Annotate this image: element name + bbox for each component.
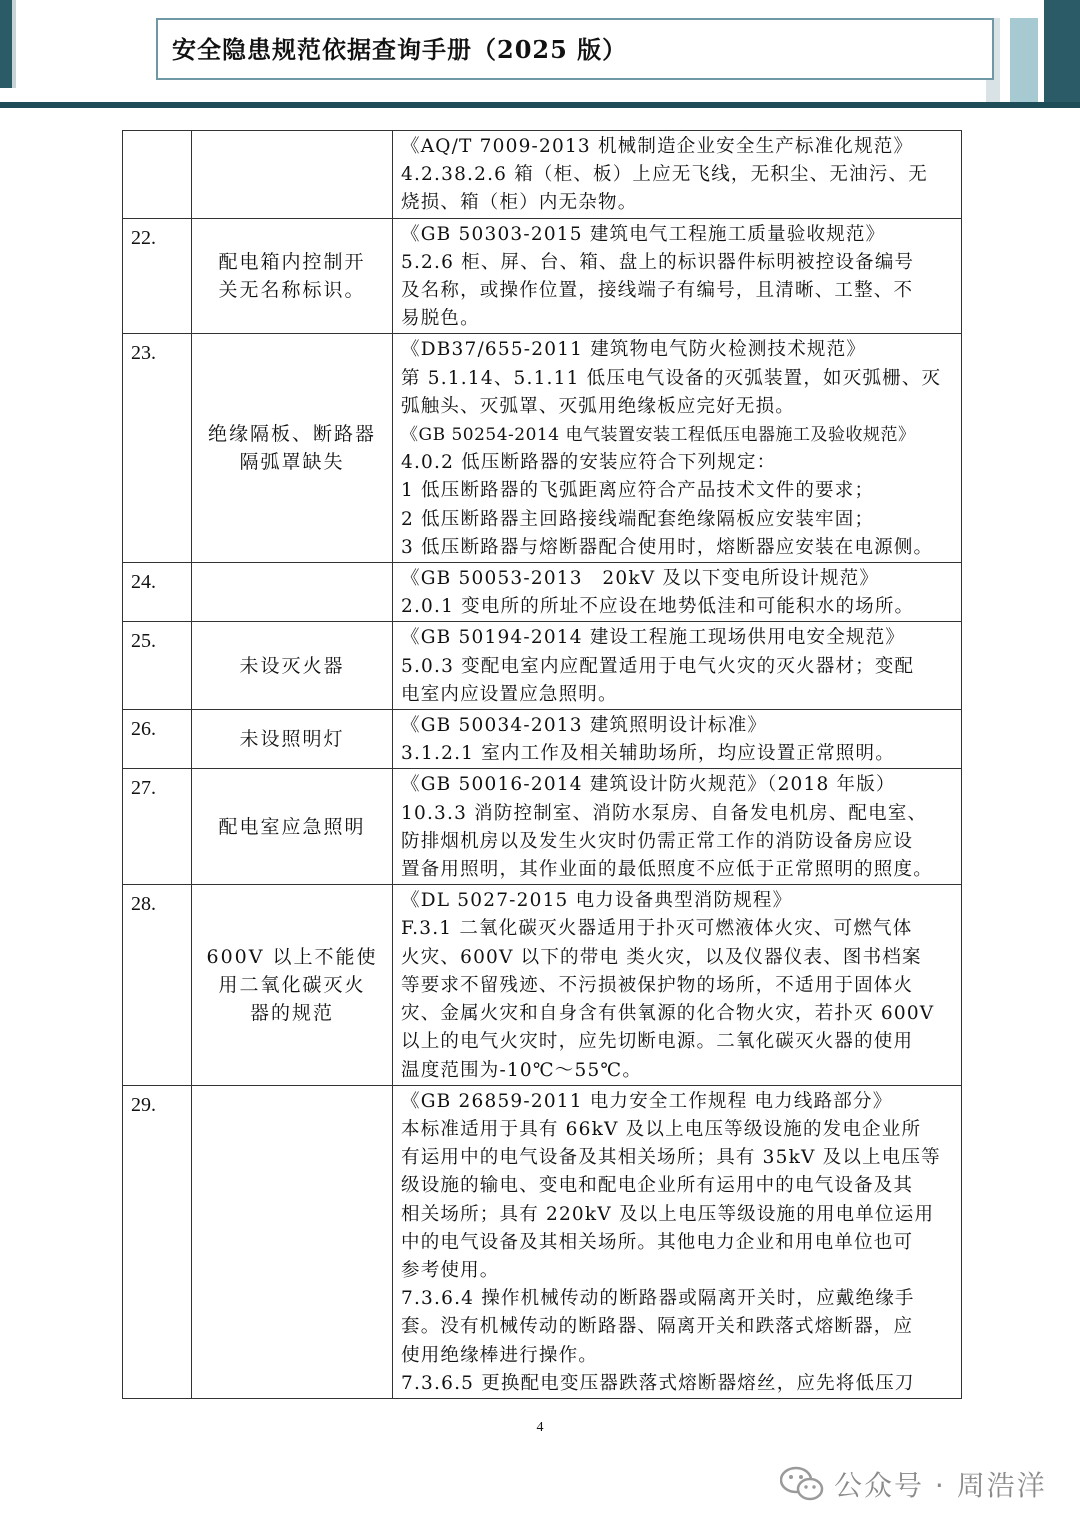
- regulation-line: 2 低压断路器主回路接线端配套绝缘隔板应安装牢固；: [401, 508, 875, 530]
- regulation-line: 7.3.6.5 更换配电变压器跌落式熔断器熔丝，应先将低压刀: [401, 1372, 915, 1394]
- regulation-line: 置备用照明，其作业面的最低照度不应低于正常照明的照度。: [401, 859, 933, 881]
- regulation-line: 电室内应设置应急照明。: [401, 683, 618, 705]
- hazard-description: [192, 622, 393, 710]
- regulation-basis: [393, 885, 962, 1085]
- watermark: [780, 1462, 1047, 1506]
- regulation-basis: [393, 334, 962, 563]
- hazard-description: [192, 131, 393, 219]
- table-row: [123, 563, 962, 622]
- hazard-description: [192, 710, 393, 769]
- regulation-line: 《AQ/T 7009-2013 机械制造企业安全生产标准化规范》: [401, 136, 914, 157]
- regulation-line: 温度范围为-10℃～55℃。: [401, 1059, 643, 1081]
- regulation-line: F.3.1 二氧化碳灭火器适用于扑灭可燃液体火灾、可燃气体: [401, 918, 913, 940]
- hazard-description: [192, 769, 393, 885]
- row-number: 29.: [123, 1085, 192, 1398]
- regulation-line: 3.1.2.1 室内工作及相关辅助场所，均应设置正常照明。: [401, 743, 895, 765]
- regulation-line: 3 低压断路器与熔断器配合使用时，熔断器应安装在电源侧。: [401, 536, 934, 558]
- regulation-line: 《GB 26859-2011 电力安全工作规程 电力线路部分》: [401, 1090, 893, 1112]
- regulation-line: 《GB 50194-2014 建设工程施工现场供用电安全规范》: [401, 627, 906, 649]
- hazard-line: 绝缘隔板、断路器: [207, 423, 376, 446]
- regulation-line: 易脱色。: [401, 308, 480, 330]
- table-row: [123, 769, 962, 885]
- hazard-line: 器的规范: [249, 1001, 334, 1024]
- regulation-line: 4.0.2 低压断路器的安装应符合下列规定：: [401, 452, 777, 474]
- header-deco-stripe: [1010, 18, 1038, 104]
- regulation-line: 《DL 5027-2015 电力设备典型消防规程》: [401, 890, 793, 912]
- hazard-line: 600V 以上不能使: [206, 945, 378, 968]
- regulation-line: 2.0.1 变电所的所址不应设在地势低洼和可能积水的场所。: [401, 596, 915, 618]
- table-row: [123, 334, 962, 563]
- regulation-line: 弧触头、灭弧罩、灭弧用绝缘板应完好无损。: [401, 395, 796, 417]
- regulation-line: 《GB 50053-2013 20kV 及以下变电所设计规范》: [401, 568, 880, 590]
- hazard-line: 未设照明灯: [239, 728, 345, 751]
- table-row: [123, 218, 962, 334]
- page-number: 4: [536, 1420, 544, 1435]
- regulation-line: 以上的电气火灾时，应先切断电源。二氧化碳灭火器的使用: [401, 1031, 914, 1053]
- hazard-description: [192, 563, 393, 622]
- regulation-line: 及名称，或操作位置，接线端子有编号，且清晰、工整、不: [401, 280, 914, 302]
- table-row: [123, 622, 962, 710]
- hazard-line: 配电室应急照明: [218, 815, 366, 838]
- regulation-line: 1 低压断路器的飞弧距离应符合产品技术文件的要求；: [401, 480, 875, 502]
- regulation-line: 《GB 50034-2013 建筑照明设计标准》: [401, 715, 768, 737]
- hazard-description: [192, 885, 393, 1085]
- regulation-line: 5.0.3 变配电室内应配置适用于电气火灾的灭火器材；变配: [401, 655, 915, 677]
- hazard-line: 关无名称标识。: [218, 279, 366, 302]
- row-number: 25.: [123, 622, 192, 710]
- regulation-line: 《DB37/655-2011 建筑物电气防火检测技术规范》: [401, 339, 867, 361]
- hazard-description: [192, 218, 393, 334]
- regulation-line: 5.2.6 柜、屏、台、箱、盘上的标识器件标明被控设备编号: [401, 251, 915, 273]
- regulation-line: 《GB 50303-2015 建筑电气工程施工质量验收规范》: [401, 223, 886, 245]
- table-row: [123, 1085, 962, 1398]
- table-row: [123, 131, 962, 219]
- header-rule: [0, 102, 1080, 108]
- page-title: 安全隐患规范依据查询手册（2025 版）: [172, 35, 628, 64]
- regulation-basis: [393, 218, 962, 334]
- hazard-line: 隔弧罩缺失: [239, 451, 345, 474]
- hazard-description: [192, 1085, 393, 1398]
- hazard-line: 用二氧化碳灭火: [218, 973, 366, 996]
- table-row: [123, 885, 962, 1085]
- regulation-line: 7.3.6.4 操作机械传动的断路器或隔离开关时，应戴绝缘手: [401, 1288, 915, 1310]
- regulation-basis: [393, 1085, 962, 1398]
- hazard-line: 配电箱内控制开: [218, 251, 366, 274]
- regulation-line: 本标准适用于具有 66kV 及以上电压等级设施的发电企业所: [401, 1118, 922, 1140]
- row-number: 27.: [123, 769, 192, 885]
- regulation-line: 有运用中的电气设备及其相关场所；具有 35kV 及以上电压等: [401, 1147, 941, 1169]
- regulation-line: 《GB 50016-2014 建筑设计防火规范》（2018 年版）: [401, 774, 896, 796]
- header-title-box: [156, 18, 994, 80]
- regulation-line: 使用绝缘棒进行操作。: [401, 1344, 599, 1366]
- regulation-line: 级设施的输电、变电和配电企业所有运用中的电气设备及其: [401, 1175, 914, 1197]
- header-left-stripe: [12, 0, 16, 88]
- regulation-line: 中的电气设备及其相关场所。其他电力企业和用电单位也可: [401, 1231, 914, 1253]
- row-number: 28.: [123, 885, 192, 1085]
- regulation-line: 烧损、箱（柜）内无杂物。: [401, 192, 638, 214]
- row-number: 23.: [123, 334, 192, 563]
- hazard-line: 未设灭火器: [239, 654, 345, 677]
- wechat-icon: [780, 1465, 824, 1503]
- regulation-table: [122, 130, 962, 1399]
- regulation-line: 灾、金属火灾和自身含有供氧源的化合物火灾，若扑灭 600V: [401, 1003, 935, 1025]
- watermark-text: 公众号 · 周浩洋: [834, 1469, 1047, 1502]
- row-number: 22.: [123, 218, 192, 334]
- regulation-basis: [393, 769, 962, 885]
- hazard-description: [192, 334, 393, 563]
- header-left-bar: [0, 0, 12, 88]
- regulation-line: 套。没有机械传动的断路器、隔离开关和跌落式熔断器，应: [401, 1316, 914, 1338]
- regulation-basis: [393, 622, 962, 710]
- table-row: [123, 710, 962, 769]
- regulation-table-body: [123, 131, 962, 1399]
- regulation-line: 第 5.1.14、5.1.11 低压电气设备的灭弧装置，如灭弧栅、灭: [401, 367, 942, 389]
- regulation-basis: [393, 563, 962, 622]
- regulation-line: 4.2.38.2.6 箱（柜、板）上应无飞线，无积尘、无油污、无: [401, 164, 928, 186]
- row-number: [123, 131, 192, 219]
- regulation-line: 等要求不留残迹、不污损被保护物的场所，不适用于固体火: [401, 974, 914, 996]
- regulation-line: 防排烟机房以及发生火灾时仍需正常工作的消防设备房应设: [401, 830, 914, 852]
- regulation-line: 《GB 50254-2014 电气装置安装工程低压电器施工及验收规范》: [401, 425, 916, 446]
- row-number: 24.: [123, 563, 192, 622]
- regulation-line: 相关场所；具有 220kV 及以上电压等级设施的用电单位运用: [401, 1203, 935, 1225]
- regulation-line: 火灾、600V 以下的带电 类火灾，以及仪器仪表、图书档案: [401, 946, 922, 968]
- header-deco-bar: [1044, 0, 1080, 104]
- regulation-line: 10.3.3 消防控制室、消防水泵房、自备发电机房、配电室、: [401, 802, 928, 824]
- regulation-basis: [393, 131, 962, 219]
- regulation-line: 参考使用。: [401, 1259, 500, 1281]
- regulation-basis: [393, 710, 962, 769]
- row-number: 26.: [123, 710, 192, 769]
